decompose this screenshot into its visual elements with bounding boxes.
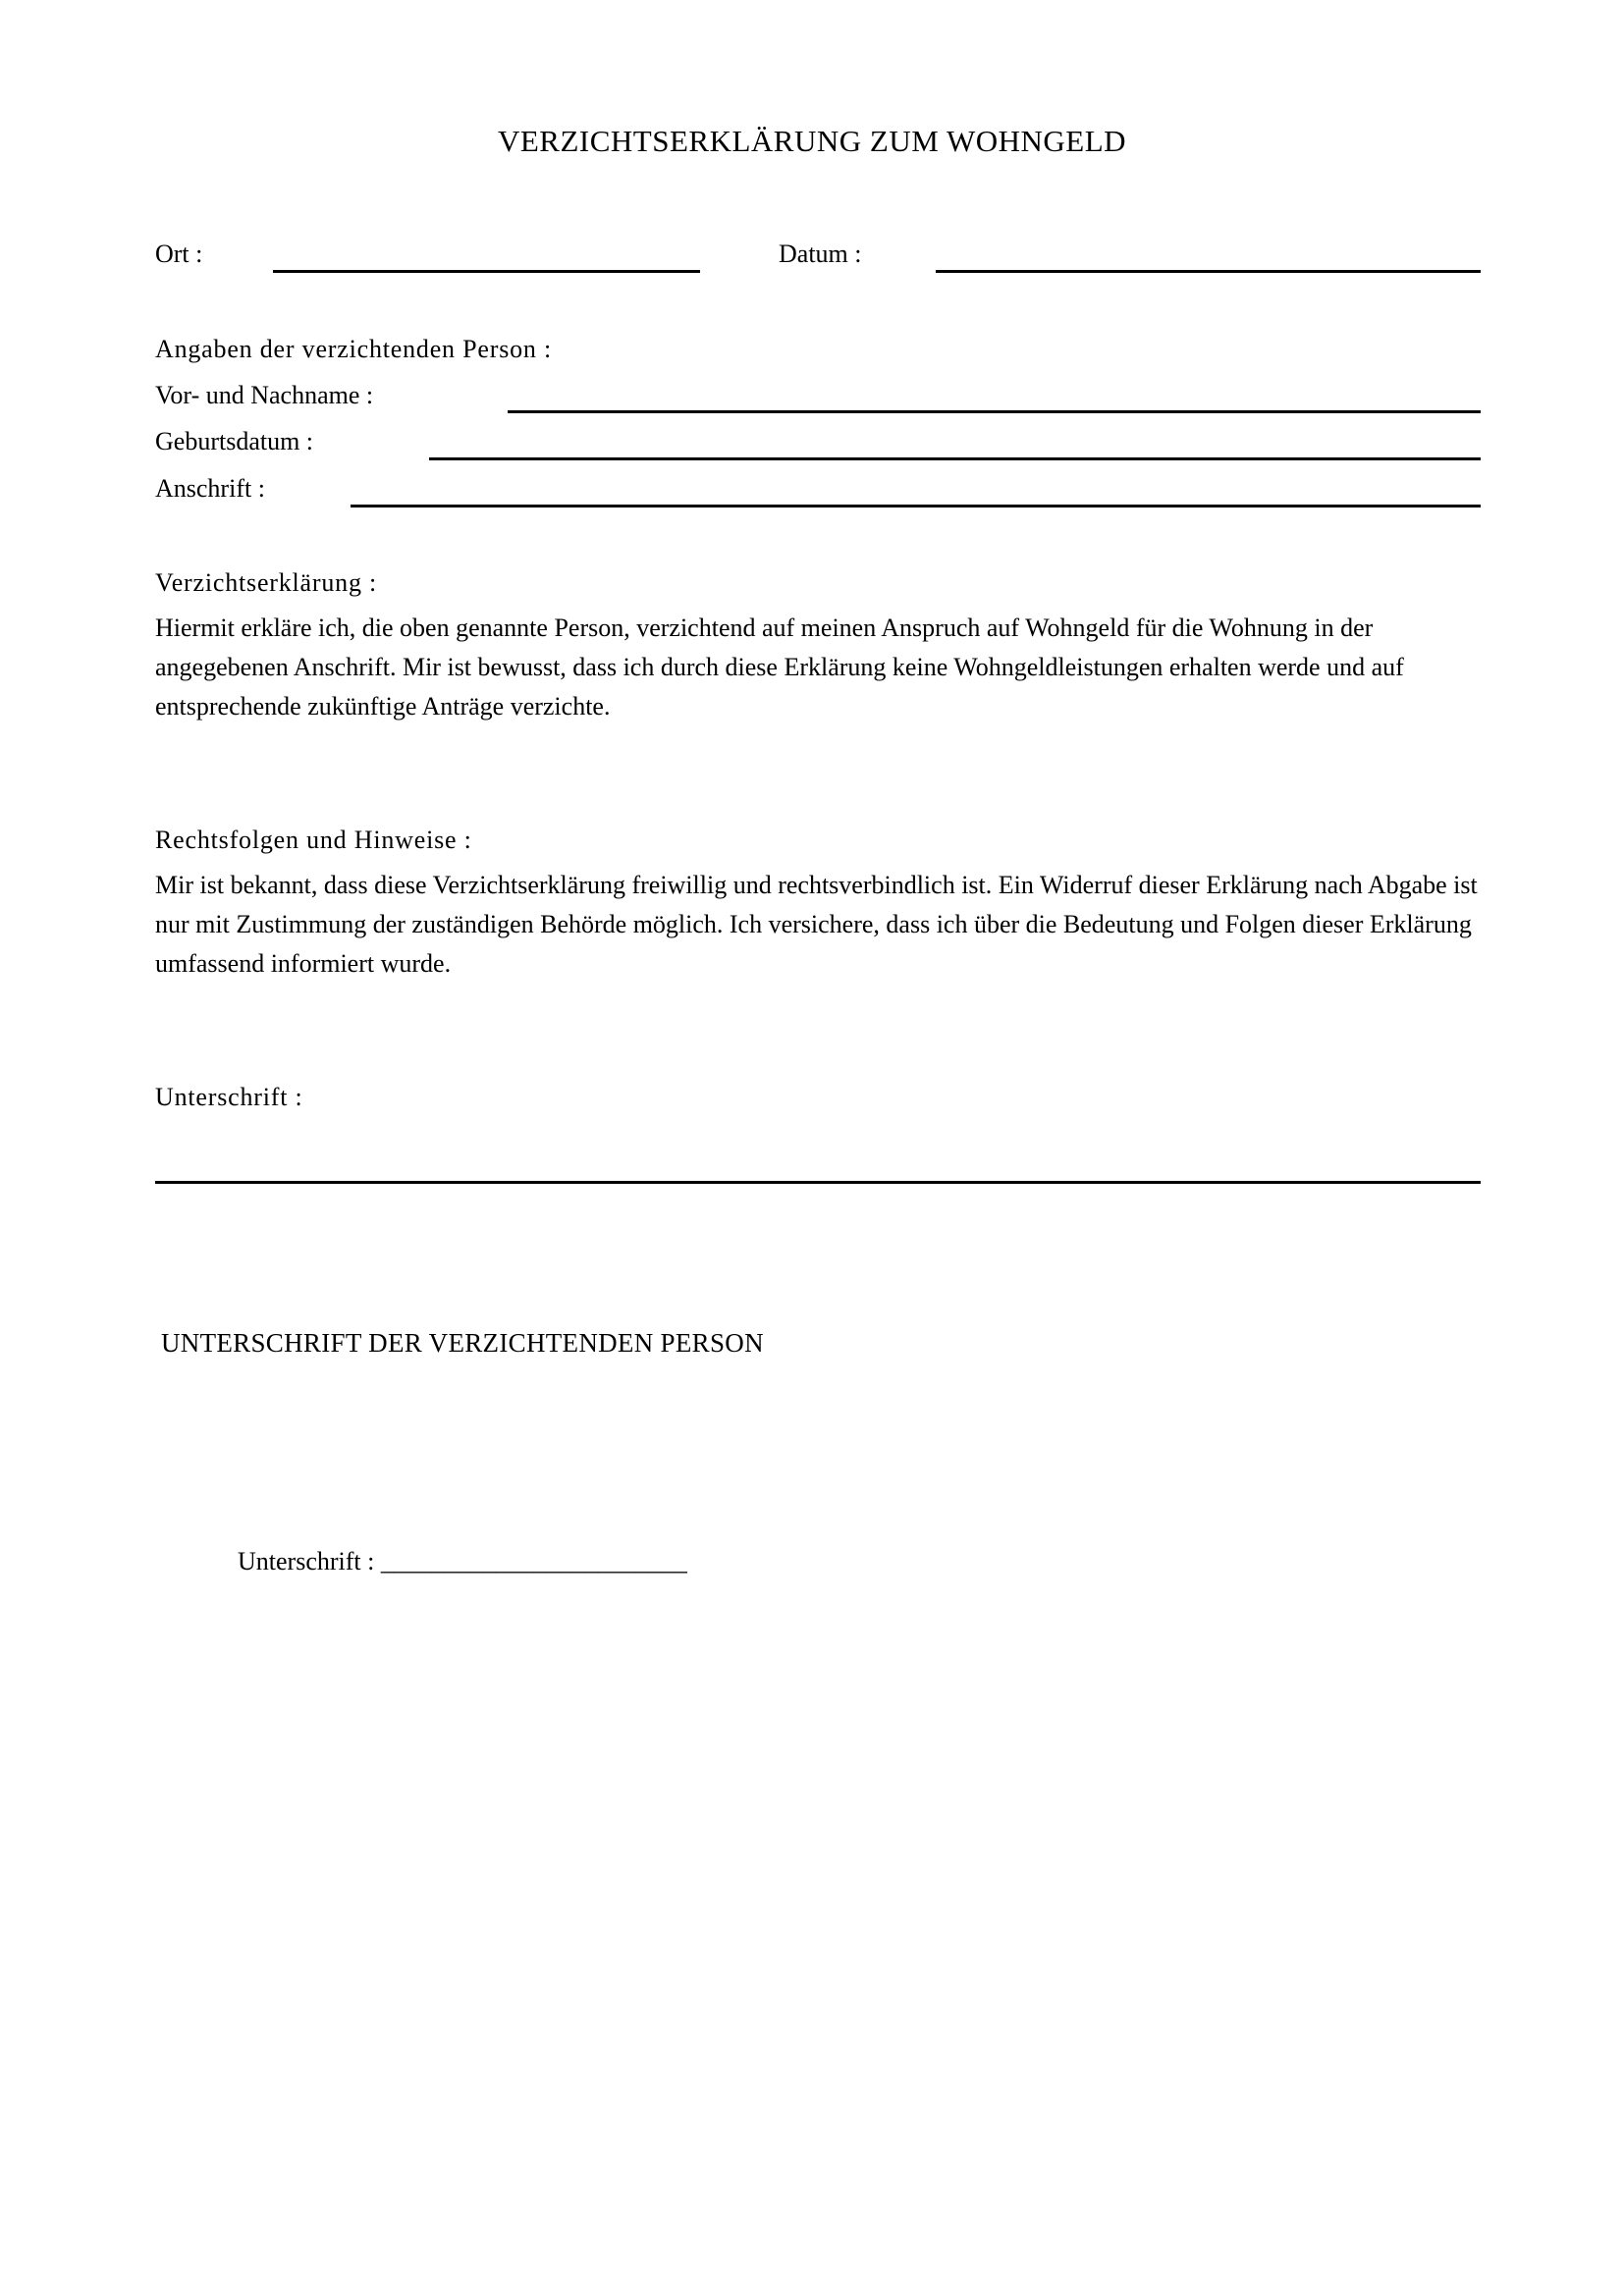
name-label: Vor- und Nachname : xyxy=(155,381,374,409)
signature-caption: UNTERSCHRIFT DER VERZICHTENDEN PERSON xyxy=(161,1328,764,1358)
birthdate-label: Geburtsdatum : xyxy=(155,427,314,455)
birthdate-field[interactable] xyxy=(429,457,1481,460)
name-field[interactable] xyxy=(508,410,1481,413)
signature-label: Unterschrift : xyxy=(155,1083,303,1111)
date-field[interactable] xyxy=(936,270,1481,273)
waiver-heading: Verzichtserklärung : xyxy=(155,568,378,597)
person-heading: Angaben der verzichtenden Person : xyxy=(155,335,553,363)
date-label: Datum : xyxy=(779,240,862,268)
document-title: VERZICHTSERKLÄRUNG ZUM WOHNGELD xyxy=(497,124,1127,158)
place-label: Ort : xyxy=(155,240,203,268)
waiver-text: Hiermit erkläre ich, die oben genannte Person, verzichtend auf meinen Anspruch auf Wohngeld für die Wohnung in der angegebenen Anschrift. Mir ist bewusst, dass ich durch diese Erklärung keine Wohngeldleistungen erhalten werde und auf entsprechende zukünftige Anträge verzichte. xyxy=(155,614,1404,721)
address-label: Anschrift : xyxy=(155,474,265,503)
legal-text: Mir ist bekannt, dass diese Verzichtserklärung freiwillig und rechtsverbindlich ist. Ein Widerruf dieser Erklärung nach Abgabe ist nur mit Zustimmung der zuständigen Behörde möglich. Ich versichere, dass ich über die Bedeutung und Folgen dieser Erklärung umfassend informiert wurde. xyxy=(155,871,1478,978)
place-field[interactable] xyxy=(273,270,700,273)
signature-field[interactable] xyxy=(155,1181,1481,1184)
bottom-signature-line: Unterschrift : ________________________ xyxy=(238,1547,687,1575)
legal-heading: Rechtsfolgen und Hinweise : xyxy=(155,826,472,854)
address-field[interactable] xyxy=(351,505,1481,507)
